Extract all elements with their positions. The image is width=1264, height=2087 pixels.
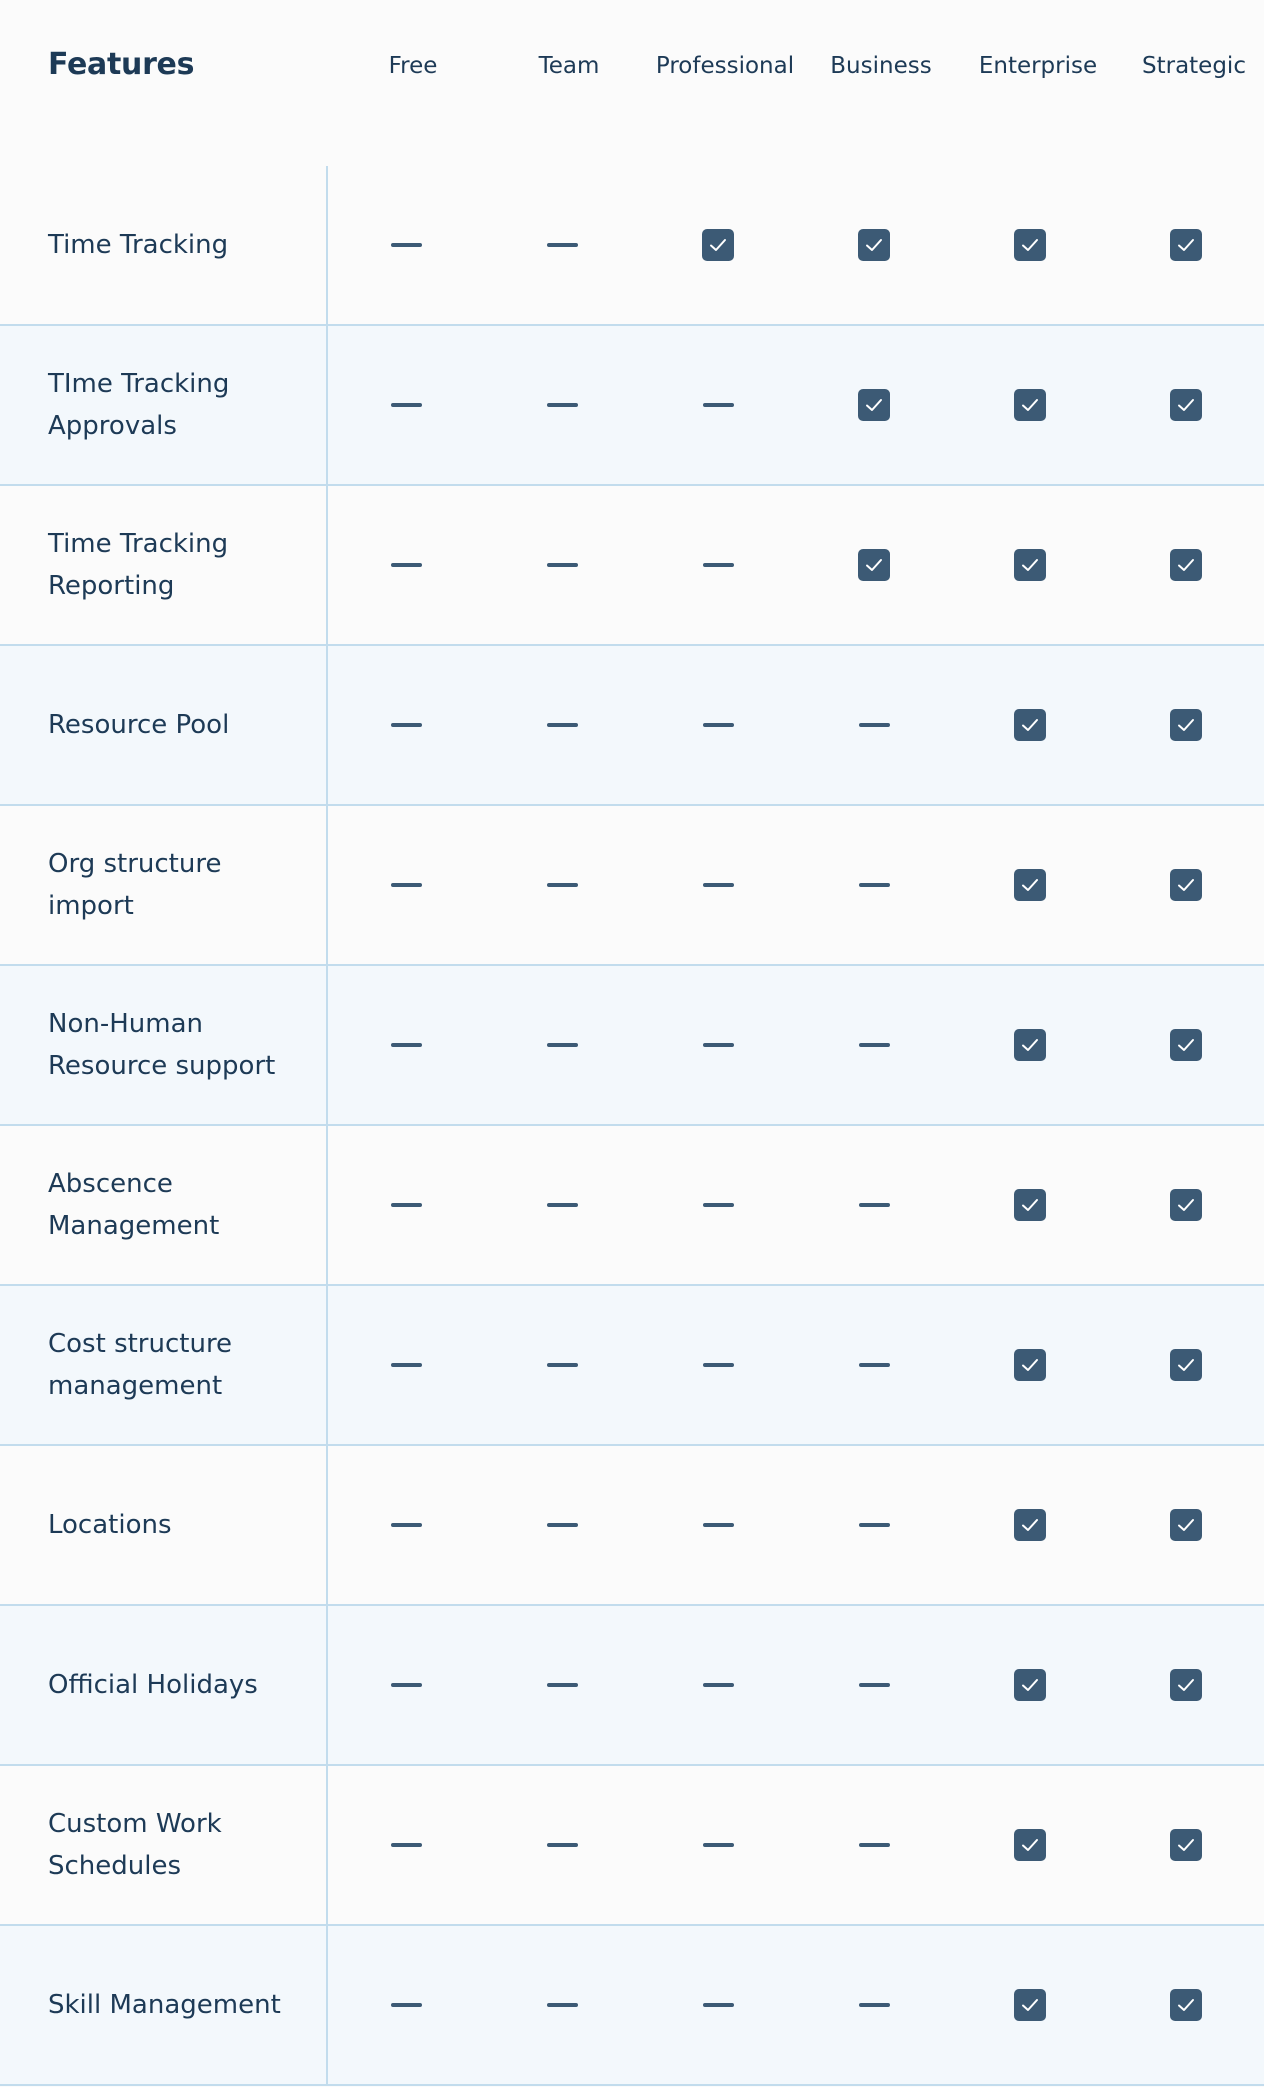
cell-strategic xyxy=(1156,326,1216,484)
table-row xyxy=(0,966,1264,1126)
cell-professional xyxy=(688,646,748,804)
dash-icon xyxy=(859,1523,890,1527)
feature-name: Org structure import xyxy=(48,849,222,921)
cell-business xyxy=(844,966,904,1124)
cell-enterprise xyxy=(1000,326,1060,484)
cell-strategic xyxy=(1156,1286,1216,1444)
dash-icon xyxy=(703,1683,734,1687)
checkbox-checked-icon xyxy=(1014,1349,1046,1381)
cell-business xyxy=(844,1286,904,1444)
feature-name: Time Tracking Reporting xyxy=(48,529,229,601)
dash-icon xyxy=(703,1203,734,1207)
dash-icon xyxy=(859,1203,890,1207)
cell-professional xyxy=(688,1606,748,1764)
cell-team xyxy=(532,486,592,644)
dash-icon xyxy=(859,1843,890,1847)
cell-enterprise xyxy=(1000,1126,1060,1284)
cell-team xyxy=(532,1286,592,1444)
cell-professional xyxy=(688,1926,748,2084)
checkbox-checked-icon xyxy=(1170,549,1202,581)
dash-icon xyxy=(547,243,578,247)
feature-name: Custom Work Schedules xyxy=(48,1809,222,1881)
dash-icon xyxy=(547,883,578,887)
dash-icon xyxy=(547,1043,578,1047)
cell-team xyxy=(532,646,592,804)
dash-icon xyxy=(391,563,422,567)
cell-enterprise xyxy=(1000,1766,1060,1924)
dash-icon xyxy=(703,1363,734,1367)
dash-icon xyxy=(391,1043,422,1047)
checkbox-checked-icon xyxy=(1014,1669,1046,1701)
checkbox-checked-icon xyxy=(1170,389,1202,421)
table-row xyxy=(0,486,1264,646)
cell-strategic xyxy=(1156,166,1216,324)
cell-team xyxy=(532,966,592,1124)
cell-free xyxy=(376,806,436,964)
cell-professional xyxy=(688,326,748,484)
dash-icon xyxy=(391,1683,422,1687)
dash-icon xyxy=(703,1843,734,1847)
cell-strategic xyxy=(1156,1606,1216,1764)
cell-strategic xyxy=(1156,1926,1216,2084)
cell-strategic xyxy=(1156,966,1216,1124)
cell-business xyxy=(844,1126,904,1284)
cell-team xyxy=(532,1606,592,1764)
cell-enterprise xyxy=(1000,646,1060,804)
cell-team xyxy=(532,1446,592,1604)
table-row xyxy=(0,1926,1264,2086)
dash-icon xyxy=(859,1043,890,1047)
feature-name: Non-Human Resource support xyxy=(48,1009,276,1081)
plan-header-strategic: Strategic xyxy=(1142,53,1246,79)
table-row xyxy=(0,646,1264,806)
feature-name: Time Tracking xyxy=(48,230,229,260)
checkbox-checked-icon xyxy=(1014,549,1046,581)
cell-business xyxy=(844,1606,904,1764)
checkbox-checked-icon xyxy=(1014,869,1046,901)
cell-enterprise xyxy=(1000,166,1060,324)
cell-business xyxy=(844,326,904,484)
cell-team xyxy=(532,1926,592,2084)
checkbox-checked-icon xyxy=(1014,229,1046,261)
dash-icon xyxy=(547,2003,578,2007)
feature-name: Resource Pool xyxy=(48,710,230,740)
dash-icon xyxy=(703,563,734,567)
cell-business xyxy=(844,1926,904,2084)
dash-icon xyxy=(391,243,422,247)
cell-professional xyxy=(688,1446,748,1604)
cell-business xyxy=(844,486,904,644)
cell-team xyxy=(532,1126,592,1284)
cell-free xyxy=(376,1286,436,1444)
cell-free xyxy=(376,1446,436,1604)
dash-icon xyxy=(391,883,422,887)
cell-enterprise xyxy=(1000,1606,1060,1764)
checkbox-checked-icon xyxy=(1014,1829,1046,1861)
cell-free xyxy=(376,966,436,1124)
cell-business xyxy=(844,806,904,964)
cell-team xyxy=(532,806,592,964)
table-row xyxy=(0,1606,1264,1766)
checkbox-checked-icon xyxy=(1170,1829,1202,1861)
checkbox-checked-icon xyxy=(1014,1509,1046,1541)
checkbox-checked-icon xyxy=(1014,709,1046,741)
dash-icon xyxy=(547,1363,578,1367)
cell-business xyxy=(844,646,904,804)
dash-icon xyxy=(859,883,890,887)
cell-strategic xyxy=(1156,646,1216,804)
dash-icon xyxy=(547,1203,578,1207)
cell-free xyxy=(376,1926,436,2084)
feature-name: Locations xyxy=(48,1510,172,1540)
dash-icon xyxy=(391,1363,422,1367)
checkbox-checked-icon xyxy=(1170,1509,1202,1541)
cell-free xyxy=(376,646,436,804)
checkbox-checked-icon xyxy=(1014,1029,1046,1061)
dash-icon xyxy=(391,1843,422,1847)
cell-enterprise xyxy=(1000,806,1060,964)
cell-business xyxy=(844,166,904,324)
dash-icon xyxy=(859,1363,890,1367)
feature-name: Skill Management xyxy=(48,1990,281,2020)
table-row xyxy=(0,326,1264,486)
cell-professional xyxy=(688,1286,748,1444)
dash-icon xyxy=(547,1523,578,1527)
cell-strategic xyxy=(1156,806,1216,964)
cell-free xyxy=(376,1126,436,1284)
dash-icon xyxy=(859,1683,890,1687)
dash-icon xyxy=(859,723,890,727)
dash-icon xyxy=(391,403,422,407)
dash-icon xyxy=(703,1043,734,1047)
table-row xyxy=(0,1286,1264,1446)
checkbox-checked-icon xyxy=(858,549,890,581)
cell-team xyxy=(532,1766,592,1924)
cell-strategic xyxy=(1156,1126,1216,1284)
cell-enterprise xyxy=(1000,1926,1060,2084)
checkbox-checked-icon xyxy=(1170,229,1202,261)
checkbox-checked-icon xyxy=(1170,869,1202,901)
dash-icon xyxy=(703,883,734,887)
table-row xyxy=(0,1446,1264,1606)
features-heading: Features xyxy=(48,47,195,82)
cell-professional xyxy=(688,1766,748,1924)
dash-icon xyxy=(391,2003,422,2007)
plan-header-professional: Professional xyxy=(655,53,795,79)
dash-icon xyxy=(703,723,734,727)
cell-enterprise xyxy=(1000,1446,1060,1604)
cell-free xyxy=(376,1606,436,1764)
checkbox-checked-icon xyxy=(1170,1989,1202,2021)
table-row xyxy=(0,806,1264,966)
checkbox-checked-icon xyxy=(1014,1989,1046,2021)
dash-icon xyxy=(547,403,578,407)
cell-team xyxy=(532,166,592,324)
cell-free xyxy=(376,326,436,484)
cell-enterprise xyxy=(1000,486,1060,644)
feature-name: Cost structure management xyxy=(48,1329,233,1401)
cell-professional xyxy=(688,806,748,964)
table-row xyxy=(0,1766,1264,1926)
cell-enterprise xyxy=(1000,1286,1060,1444)
cell-professional xyxy=(688,166,748,324)
cell-professional xyxy=(688,1126,748,1284)
dash-icon xyxy=(703,2003,734,2007)
checkbox-checked-icon xyxy=(1014,1189,1046,1221)
dash-icon xyxy=(391,1203,422,1207)
checkbox-checked-icon xyxy=(1170,1189,1202,1221)
plan-header-free: Free xyxy=(388,53,438,79)
dash-icon xyxy=(391,723,422,727)
feature-name: Official Holidays xyxy=(48,1670,258,1700)
dash-icon xyxy=(859,2003,890,2007)
cell-team xyxy=(532,326,592,484)
table-row xyxy=(0,166,1264,326)
cell-strategic xyxy=(1156,1446,1216,1604)
cell-business xyxy=(844,1446,904,1604)
plan-header-enterprise: Enterprise xyxy=(978,53,1098,79)
dash-icon xyxy=(547,563,578,567)
table-row xyxy=(0,1126,1264,1286)
plan-header-business: Business xyxy=(830,53,932,79)
checkbox-checked-icon xyxy=(1170,1669,1202,1701)
cell-business xyxy=(844,1766,904,1924)
checkbox-checked-icon xyxy=(1170,1029,1202,1061)
cell-professional xyxy=(688,966,748,1124)
feature-name: TIme Tracking Approvals xyxy=(48,369,230,441)
checkbox-checked-icon xyxy=(858,229,890,261)
column-divider xyxy=(326,166,328,2086)
cell-enterprise xyxy=(1000,966,1060,1124)
cell-strategic xyxy=(1156,1766,1216,1924)
cell-free xyxy=(376,166,436,324)
table-header xyxy=(0,0,1264,166)
dash-icon xyxy=(547,723,578,727)
checkbox-checked-icon xyxy=(1170,709,1202,741)
checkbox-checked-icon xyxy=(702,229,734,261)
cell-professional xyxy=(688,486,748,644)
checkbox-checked-icon xyxy=(858,389,890,421)
dash-icon xyxy=(391,1523,422,1527)
dash-icon xyxy=(547,1843,578,1847)
cell-strategic xyxy=(1156,486,1216,644)
checkbox-checked-icon xyxy=(1170,1349,1202,1381)
feature-name: Abscence Management xyxy=(48,1169,220,1241)
cell-free xyxy=(376,486,436,644)
dash-icon xyxy=(703,1523,734,1527)
plan-header-team: Team xyxy=(538,53,600,79)
dash-icon xyxy=(703,403,734,407)
checkbox-checked-icon xyxy=(1014,389,1046,421)
cell-free xyxy=(376,1766,436,1924)
dash-icon xyxy=(547,1683,578,1687)
